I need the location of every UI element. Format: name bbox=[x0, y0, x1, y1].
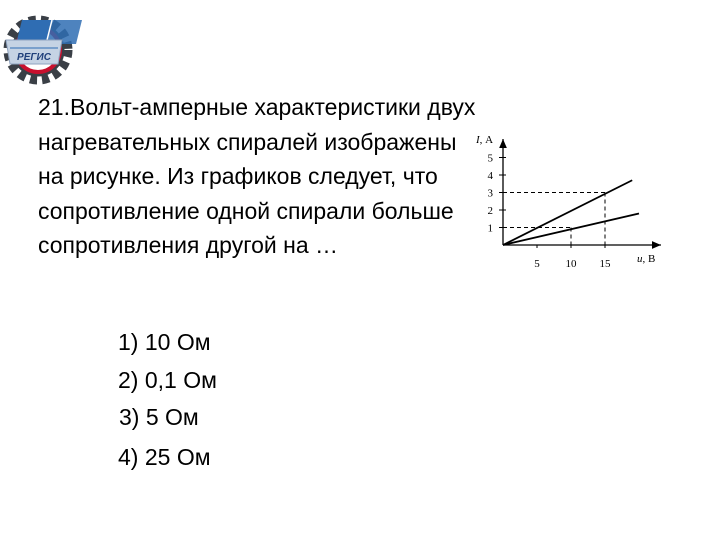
y-axis-label: I, А bbox=[476, 134, 494, 146]
iv-chart bbox=[465, 125, 675, 275]
x-axis-label: u, В bbox=[637, 253, 656, 265]
logo bbox=[0, 6, 84, 86]
y-tick-label: 3 bbox=[487, 187, 493, 200]
question-text bbox=[38, 90, 478, 263]
question-number: 21. bbox=[38, 94, 70, 120]
y-tick-label: 4 bbox=[487, 170, 493, 182]
x-tick-label: 10 bbox=[565, 258, 577, 270]
logo-text: РЕГИС bbox=[17, 52, 51, 63]
answer-option-2[interactable]: 2) 0,1 Ом bbox=[118, 367, 217, 393]
y-tick-label: 1 bbox=[487, 222, 493, 235]
x-tick-label: 15 bbox=[599, 258, 611, 270]
y-tick-label: 5 bbox=[487, 152, 493, 165]
answer-option-4[interactable]: 4) 25 Ом bbox=[118, 444, 211, 470]
x-tick-label: 5 bbox=[534, 258, 540, 270]
series-line-2 bbox=[503, 214, 639, 246]
series-line-1 bbox=[503, 180, 632, 245]
question-body: Вольт-амперные характеристики двух нагревательных спиралей изображены на рисунке. Из графиков следует, что сопротивление одной спирали больше сопротивления другой на … bbox=[38, 94, 476, 258]
answer-option-3[interactable]: 3) 5 Ом bbox=[119, 404, 199, 430]
answer-option-1[interactable]: 1) 10 Ом bbox=[118, 329, 211, 355]
y-tick-label: 2 bbox=[487, 205, 493, 217]
